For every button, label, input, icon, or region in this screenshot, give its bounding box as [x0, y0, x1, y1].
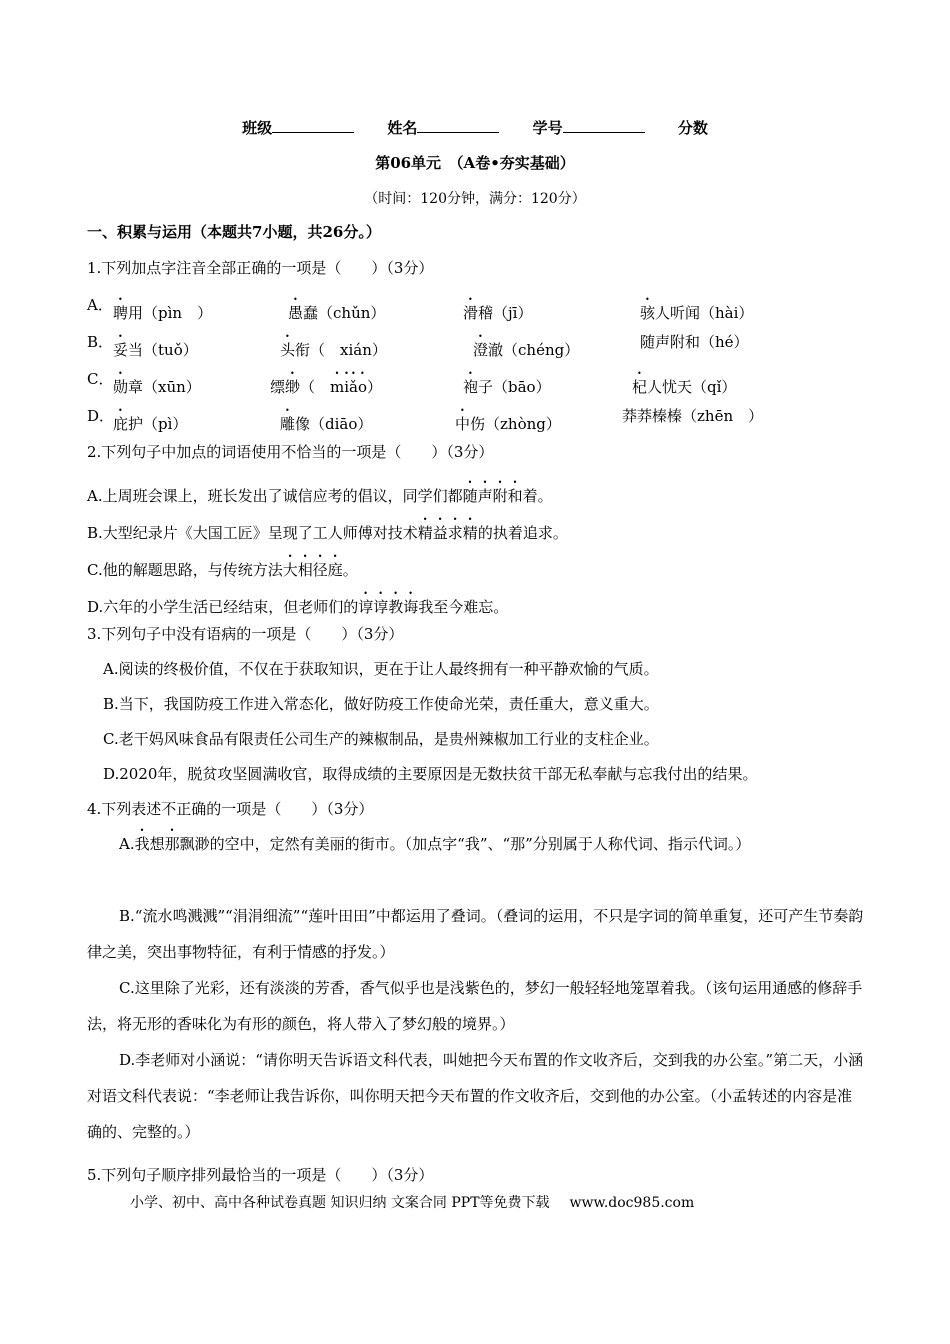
q4-option-c: C.这里除了光彩，还有淡淡的芳香，香气似乎也是浅紫色的，梦幻一般轻轻地笼罩着我。（该句运用通感的修辞手法，将无形的香味化为有形的颜色，将人带入了梦幻般的境界。） [87, 979, 863, 1033]
time-info: （时间：120分钟，满分：120分） [364, 191, 586, 207]
name-blank[interactable] [417, 118, 499, 133]
q3-stem: 3.下列句子中没有语病的一项是（ ）（3分） [87, 625, 404, 643]
option-letter: B． [87, 333, 114, 351]
page-title: 第06单元 （A卷•夯实基础） [375, 154, 575, 172]
q1-b-item1: 妥当（tuǒ） [113, 341, 198, 359]
q3-option-d: D.2020年，脱贫攻坚圆满收官，取得成绩的主要原因是无数扶贫干部无私奉献与忘我付出的结果。 [103, 765, 758, 783]
q1-b-item3: 澄澈（chéng） [473, 341, 580, 359]
q3-option-c: C.老干妈风味食品有限责任公司生产的辣椒制品，是贵州辣椒加工行业的支柱企业。 [103, 730, 659, 748]
q1-d-item3: 中伤（zhòng） [455, 415, 561, 433]
q1-c-item1: 勋章（xūn） [113, 378, 201, 396]
q1-c-item4: 杞人忧天（qǐ） [632, 378, 737, 396]
id-field: 学号 [533, 119, 645, 137]
q1-a-item1: 聘用（pìn ） [113, 304, 213, 322]
q4-option-d: D.李老师对小涵说：“请你明天告诉语文科代表，叫她把今天布置的作文收齐后，交到我的办公室。”第二天，小涵对语文科代表说：“李老师让我告诉你，叫你明天把今天布置的作文收齐后，交到他的办公室。（小孟转述的内容是准确的、完整的。） [87, 1051, 864, 1141]
q1-d-item2: 雕像（diāo） [280, 415, 373, 433]
id-blank[interactable] [563, 118, 645, 133]
q1-a-item4: 骇人听闻（hài） [640, 304, 754, 322]
q1-a-item3: 滑稽（jī） [463, 304, 533, 322]
q2-option-a: A.上周班会课上，班长发出了诚信应考的倡议，同学们都随声附和着。 [87, 487, 553, 505]
q4-stem: 4.下列表述不正确的一项是（ ）（3分） [87, 800, 374, 818]
footer-url[interactable]: www.doc985.com [569, 1195, 695, 1211]
q3-option-b: B.当下，我国防疫工作进入常态化，做好防疫工作使命光荣，责任重大，意义重大。 [103, 695, 659, 713]
name-field: 姓名 [387, 119, 499, 137]
q2-option-d: D.六年的小学生活已经结束，但老师们的谆谆教诲我至今难忘。 [87, 598, 509, 616]
q1-b-item4: 随声附和（hé） [640, 333, 749, 351]
q3-option-a: A.阅读的终极价值，不仅在于获取知识，更在于让人最终拥有一种平静欢愉的气质。 [103, 660, 659, 678]
q2-option-b: B.大型纪录片《大国工匠》呈现了工人师傅对技术精益求精的执着追求。 [87, 524, 568, 542]
student-info-row [0, 117, 950, 138]
q1-a-item2: 愚蠢（chǔn） [288, 304, 386, 322]
q1-d-item4: 莽莽榛榛（zhēn ） [622, 407, 764, 425]
option-letter: A． [87, 296, 113, 314]
q1-c-item2: 缥缈（ miǎo） [270, 378, 383, 396]
option-letter: D． [87, 407, 115, 425]
score-field: 分数 [677, 119, 708, 137]
q2-option-c: C.他的解题思路，与传统方法大相径庭。 [87, 561, 358, 579]
q1-c-item3: 袍子（bāo） [463, 378, 551, 396]
class-field: 班级 [242, 119, 354, 137]
q1-b-item2: 头衔（ xián） [280, 341, 387, 359]
page-footer [130, 1192, 694, 1212]
q4-option-b: B.“流水鸣溅溅”“涓涓细流”“莲叶田田”中都运用了叠词。（叠词的运用，不只是字词的简单重复，还可产生节奏韵律之美，突出事物特征，有利于情感的抒发。） [87, 907, 864, 961]
q2-stem: 2.下列句子中加点的词语使用不恰当的一项是（ ）（3分） [87, 443, 494, 461]
class-blank[interactable] [272, 118, 354, 133]
q5-stem: 5.下列句子顺序排列最恰当的一项是（ ）（3分） [87, 1166, 434, 1184]
q1-stem: 1.下列加点字注音全部正确的一项是（ ）（3分） [87, 259, 434, 277]
footer-text: 小学、初中、高中各种试卷真题 知识归纳 文案合同 PPT等免费下载 [130, 1195, 550, 1211]
q4-option-a: A.我想那飘渺的空中，定然有美丽的街市。（加点字“我”、“那”分别属于人称代词、指示代词。） [119, 835, 751, 853]
section-heading: 一、积累与运用（本题共7小题，共26分。） [87, 223, 381, 241]
q1-d-item1: 庇护（pì） [113, 415, 188, 433]
option-letter: C． [87, 370, 114, 388]
